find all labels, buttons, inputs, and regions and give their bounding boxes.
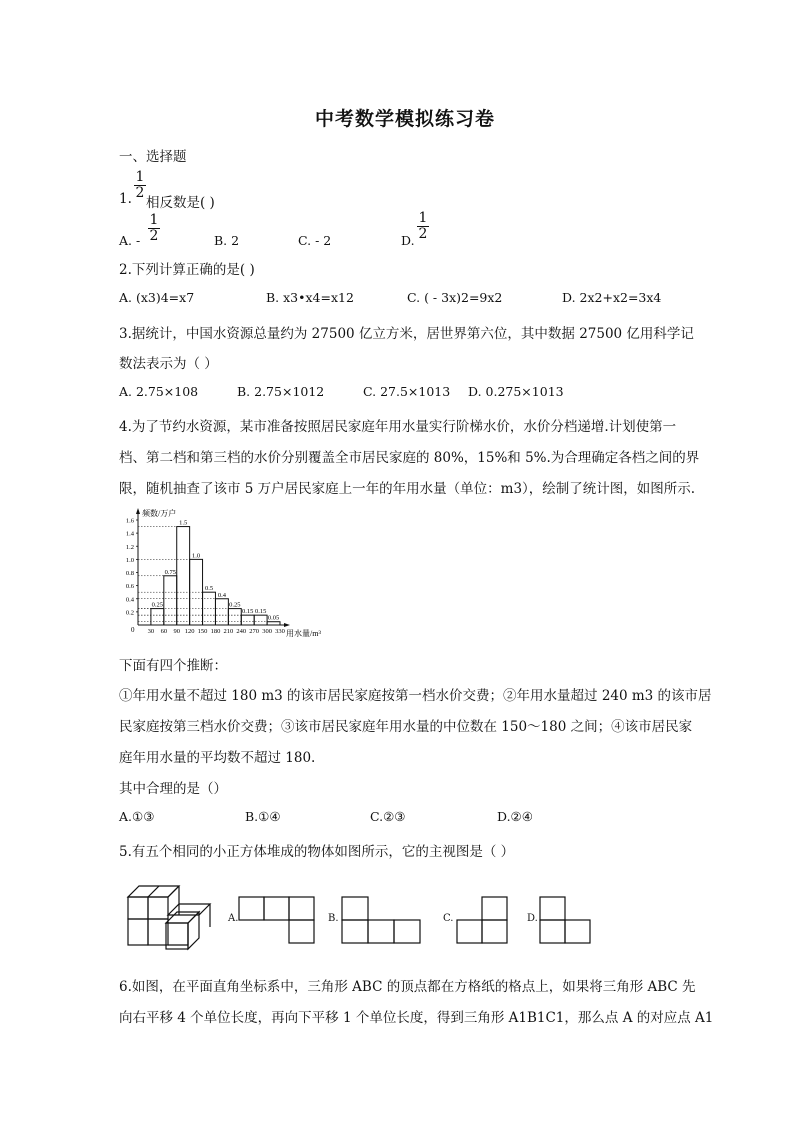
x-axis-arrow (284, 623, 290, 627)
y-axis-label: 频数/万户 (142, 509, 177, 518)
q5-label-c: C. (443, 913, 454, 924)
y-tick-label: 1.2 (125, 543, 134, 551)
q5-option-a-view (237, 895, 317, 950)
x-tick-label: 60 (160, 628, 168, 635)
x-tick-label: 300 (262, 628, 272, 635)
q5-label-b: B. (328, 913, 339, 924)
x-tick-label: 330 (275, 628, 285, 635)
q3-line-1: 3.据统计，中国水资源总量约为 27500 亿立方米，居世界第六位，其中数据 27500 亿用科学记 (119, 326, 694, 342)
q3-line-2: 数法表示为（ ） (119, 356, 218, 372)
q2-option-a: A. (x3)4=x7 (119, 290, 195, 305)
histogram-bar (254, 615, 267, 625)
y-tick-label: 1.4 (125, 530, 134, 538)
q1-frac-num: 1 (135, 169, 145, 185)
q5-text: 5.有五个相同的小正方体堆成的物体如图所示，它的主视图是（ ） (119, 844, 515, 860)
q4-option-c: C.②③ (370, 809, 406, 824)
histogram-marks (126, 518, 285, 636)
frac-num: 1 (418, 210, 428, 226)
bar-value-label: 0.15 (254, 608, 267, 616)
q1-text: 相反数是( ) (146, 195, 215, 211)
q5-label-d: D. (527, 913, 538, 924)
right-low-stack (168, 904, 210, 945)
x-tick-label: 90 (173, 628, 180, 635)
histogram-bar (267, 622, 280, 625)
cube-stack-figure (124, 875, 224, 955)
x-tick-label: 180 (210, 628, 221, 635)
frac-den: 2 (418, 226, 428, 242)
q6-line-2: 向右平移 4 个单位长度，再向下平移 1 个单位长度，得到三角形 A1B1C1，那么点 A 的对应点 A1 (119, 1010, 714, 1026)
q6-line-1: 6.如图，在平面直角坐标系中，三角形 ABC 的顶点都在方格纸的格点上，如果将三角形 ABC 先 (119, 979, 696, 995)
origin-label: 0 (131, 626, 135, 634)
q4-line-2: 档、第二档和第三档的水价分别覆盖全市居民家庭的 80%，15%和 5%.为合理确定各档之间的界 (119, 450, 700, 466)
frac-den: 2 (149, 228, 159, 244)
q2-option-d: D. 2x2+x2=3x4 (562, 290, 662, 305)
q4-question: 其中合理的是（） (119, 781, 227, 797)
q4-line-1: 4.为了节约水资源，某市准备按照居民家庭年用水量实行阶梯水价，水价分档递增.计划使第一 (119, 419, 677, 435)
x-tick-label: 240 (236, 628, 247, 635)
q1-option-d: D. (401, 233, 415, 248)
q4-inference-line-1: ①年用水量不超过 180 m3 的该市居民家庭按第一档水价交费；②年用水量超过 240 m3 的该市居 (119, 688, 712, 704)
x-tick-label: 120 (184, 628, 195, 635)
q1-number: 1. (119, 191, 132, 207)
y-tick-label: 0.8 (125, 570, 134, 577)
histogram-axes (131, 508, 321, 638)
q4-option-b: B.①④ (245, 809, 281, 824)
q3-option-c: C. 27.5×1013 (363, 384, 451, 399)
q3-option-a: A. 2.75×108 (119, 384, 199, 399)
bar-value-label: 0.05 (267, 614, 280, 622)
q4-line-3: 限，随机抽查了该市 5 万户居民家庭上一年的年用水量（单位：m3），绘制了统计图，如图所示. (119, 481, 696, 497)
q3-option-d: D. 0.275×1013 (468, 384, 564, 399)
x-tick-label: 150 (197, 628, 208, 635)
x-tick-label: 270 (249, 628, 260, 635)
water-usage-histogram (115, 505, 345, 640)
bar-value-label: 0.75 (164, 568, 176, 576)
q5-option-b-view (340, 895, 422, 950)
q2-text: 2.下列计算正确的是( ) (119, 262, 255, 278)
bar-value-label: 1.5 (179, 519, 188, 527)
frac-num: 1 (149, 212, 159, 228)
page-title: 中考数学模拟练习卷 (315, 108, 496, 130)
x-tick-label: 210 (223, 628, 234, 635)
q1-option-b: B. 2 (214, 233, 240, 248)
histogram-bar (215, 599, 228, 625)
bar-value-label: 0.25 (229, 601, 241, 609)
q3-option-b: B. 2.75×1012 (237, 384, 325, 399)
bar-value-label: 0.4 (217, 591, 226, 599)
y-tick-label: 0.6 (125, 583, 134, 591)
q4-option-a: A.①③ (119, 809, 155, 824)
histogram-bar (228, 609, 241, 625)
histogram-bar (164, 576, 177, 625)
q1-fraction (133, 170, 147, 201)
y-tick-label: 1.0 (125, 556, 134, 564)
q4-option-d: D.②④ (497, 809, 533, 824)
q4-inference-line-2: 民家庭按第三档水价交费；③该市居民家庭年用水量的中位数在 150～180 之间；④该市居民家 (119, 719, 693, 735)
bar-value-label: 0.25 (151, 601, 164, 609)
q1-frac-den: 2 (135, 185, 145, 201)
q2-option-b: B. x3•x4=x12 (266, 290, 354, 305)
bar-value-label: 0.15 (242, 608, 254, 616)
x-axis-label: 用水量/m³ (286, 629, 321, 638)
bar-value-label: 0.5 (204, 585, 214, 593)
front-cube (166, 912, 199, 949)
y-tick-label: 1.6 (125, 517, 134, 525)
bar-value-label: 1.0 (192, 552, 201, 560)
q1-option-d-fraction (416, 211, 430, 242)
q4-inferences-intro: 下面有四个推断： (119, 658, 227, 674)
histogram-bar (151, 609, 164, 625)
y-tick-label: 0.2 (125, 609, 134, 617)
q1-option-a: A. - (119, 233, 141, 248)
section-heading: 一、选择题 (119, 149, 187, 165)
q5-label-a: A. (228, 913, 239, 924)
q5-option-c-view (455, 895, 515, 950)
y-tick-label: 0.4 (125, 596, 134, 604)
histogram-bar (177, 527, 190, 625)
q4-inference-line-3: 庭年用水量的平均数不超过 180. (119, 750, 316, 766)
histogram-bar (241, 615, 254, 625)
q1-option-a-fraction (147, 213, 161, 244)
q5-option-d-view (538, 895, 598, 950)
q2-option-c: C. ( - 3x)2=9x2 (407, 290, 503, 305)
y-axis-arrow (136, 508, 140, 514)
q1-option-c: C. - 2 (298, 233, 332, 248)
x-tick-label: 30 (147, 628, 155, 635)
